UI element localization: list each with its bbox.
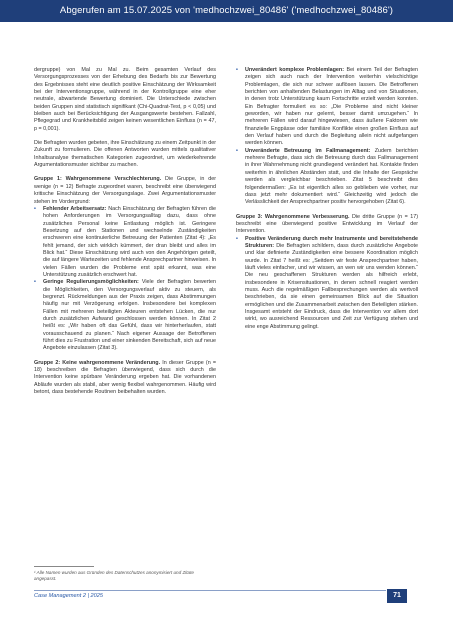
list-item-text: Bei einem Teil der Befragten zeigen sich auch nach der Intervention weiterhin vielschichtige Problemlagen, die sich nur schwer auflösen lassen. Die Betroffenen berichten von anhaltenden Belastungen im Alltag und von Situationen, in denen trotz Unterstützung kaum Fortschritte erzielt werden konnten. Ein Befragter formuliert es so: „Die Probleme sind nicht kleiner geworden, wir haben nur gelernt, besser damit umzugehen.“ In mehreren Fällen wird darauf hingewiesen, dass äußere Faktoren wie finanzielle Engpässe oder familiäre Konflikte einen großen Einfluss auf den Verlauf haben und durch die Begleitung allein nicht aufgefangen werden können.: [245, 67, 419, 147]
group1-list: [34, 206, 216, 353]
download-notice: Abgerufen am 15.07.2025 von 'medhochzwei_80486' ('medhochzwei_80486'): [59, 5, 394, 16]
bullet-icon: •: [34, 205, 36, 212]
right-column: [236, 67, 418, 338]
list-item-title: Fehlender Arbeitsersatz:: [43, 205, 107, 212]
bullet-icon: •: [236, 235, 238, 242]
list-item-title: Geringe Regulierungsmöglichkeiten:: [43, 279, 139, 286]
group3-intro: Die dritte Gruppe (n = 17) beschreibt eine überwiegend positive Entwicklung im Verlauf der Intervention.: [236, 213, 418, 235]
left-column: [34, 67, 216, 396]
bullet-icon: •: [236, 147, 238, 154]
list-item-title: Positive Veränderung durch mehr Instrumente und bereitstehende Strukturen:: [245, 235, 418, 249]
group2-block: [34, 360, 216, 397]
list-item-text: Viele der Befragten bewerten die Möglichkeiten, den Versorgungsverlauf aktiv zu steuern, als begrenzt. Rückmeldungen aus der Praxis zeigen, dass Abstimmungen häufig nur mit Verzögerung erfolgen. Insbesondere bei komplexen Fällen mit mehreren beteiligten Akteuren entstehen Lücken, die nur durch zusätzlichen Aufwand geschlossen werden können. In Zitat 2 heißt es: „Wir haben oft das Gefühl, dass wir hinterherlaufen, statt vorausschauend zu planen.“ Nach eigener Aussage der Betroffenen führt dies zu Frustration und einer sinkenden Bereitschaft, sich auf neue Angebote einzulassen (Zitat 3).: [43, 279, 216, 352]
page-number: 71: [393, 592, 401, 599]
journal-name: Case Management 2 | 2025: [34, 593, 103, 599]
method-paragraph: Die Befragten wurden gebeten, ihre Einschätzung zu einem Zeitpunkt in der Zukunft zu formulieren. Die offenen Antworten wurden mittels qualitativer Inhaltsanalyse thematischen Kategorien zugeordnet, um wiederkehrende Argumentationsmuster sichtbar zu machen.: [34, 140, 216, 169]
footnote: ¹ Alle Namen wurden aus Gründen des Datenschutzes anonymisiert und Zitate angepasst.: [34, 570, 194, 581]
group2-list: [236, 67, 418, 207]
list-item-text: Zudem berichten mehrere Befragte, dass sich die Betreuung durch das Fallmanagement in ihrer Wahrnehmung nicht grundlegend verändert hat. Kontakte finden weiterhin in ähnlichen Abständen statt, und die Inhalte der Gespräche werden als vergleichbar beschrieben. Zitat 5 beschreibt dies folgendermaßen: „Es ist eigentlich alles so geblieben wie vorher, nur dass jetzt mehr dokumentiert wird.“ Gleichzeitig wird jedoch die Verlässlichkeit der Ansprechpartner positiv hervorgehoben (Zitat 6).: [245, 147, 418, 206]
footer-divider: [34, 590, 386, 591]
bullet-icon: •: [34, 279, 36, 286]
list-item: [34, 279, 216, 352]
list-item-text: Die Befragten schildern, dass durch zusätzliche Angebote und klar definierte Zuständigkeiten eine bessere Koordination möglich wurde. In Zitat 7 heißt es: „Seitdem wir feste Ansprechpartner haben, läuft vieles einfacher, und wir wissen, an wen wir uns wenden können.“ Die neu geschaffenen Strukturen werden als hilfreich erlebt, insbesondere in Krisensituationen, in denen schnell reagiert werden muss. Auch die regelmäßigen Fallbesprechungen werden als wertvoll beschrieben, da sie einen gemeinsamen Blick auf die Situation ermöglichen und die Zusammenarbeit zwischen den Beteiligten stärken. Insgesamt entsteht der Eindruck, dass die Intervention vor allem dort wirkt, wo ausreichend Ressourcen und Zeit zur Verfügung stehen und eine enge Abstimmung gelingt.: [245, 242, 418, 330]
group1-heading: Gruppe 1: Wahrgenommene Verschlechterung.: [34, 176, 162, 183]
group1-block: [34, 176, 216, 205]
bullet-icon: •: [236, 67, 238, 73]
list-item-title: Unveränderte Betreuung im Fallmanagement:: [245, 147, 371, 154]
group3-heading: Gruppe 3: Wahrgenommene Verbesserung.: [236, 213, 350, 220]
group3-block: [236, 214, 418, 236]
list-item: [236, 236, 418, 331]
list-item: [236, 67, 418, 148]
list-item-title: Unverändert komplexe Problemlagen:: [245, 67, 345, 73]
group1-intro: Die Gruppe, in der wenige (n = 12) Befragte zugeordnet waren, beschreibt eine überwiegend kritische Einschätzung der Versorgungslage. Zwei Argumentationsmuster stehen im Vordergrund:: [34, 176, 217, 205]
list-item: [34, 206, 216, 279]
list-item: [236, 148, 418, 207]
footnote-divider: [34, 566, 94, 567]
list-item-text: Nach Einschätzung der Befragten führen die hohen Anforderungen im Versorgungsalltag dazu, dass ohne zusätzliches Personal keine Entlastung möglich ist. Geringere Besetzung auf den Stationen und wechselnde Zuständigkeiten erschweren eine kontinuierliche Betreuung der Patienten (Zitat 4): „Es fehlt jemand, der sich wirklich kümmert, der dran bleibt und alles im Blick hat.“ Diese Einschätzung wird auch von den Angehörigen geteilt, die auf längere Wartezeiten und fehlende Ansprechpartner hinweisen. In vielen Fällen wurden die Probleme erst spät erkannt, was eine Unterstützung zusätzlich erschwert hat.: [43, 205, 216, 278]
group2-text: In dieser Gruppe (n = 18) beschreiben die Befragten überwiegend, dass sich durch die Intervention keine spürbare Veränderung ergeben hat. Die vorhandenen Abläufe wurden als stabil, aber wenig flexibel wahrgenommen. Häufig wird betont, dass bestehende Routinen beibehalten wurden.: [34, 359, 216, 396]
group3-list: [236, 236, 418, 331]
group2-heading: Gruppe 2: Keine wahrgenommene Veränderung.: [34, 359, 161, 366]
intro-paragraph: dergruppe) von Mal zu Mal zu. Beim gesamten Verlauf des Versorgungsprozesses von der Erhebung des Bedarfs bis zur Bewertung des Ergebnisses steht eine deutlich positive Einschätzung der Wirksamkeit bei der Interventionsgruppe, während in der Kontrollgruppe eine eher neutrale, abwartende Bewertung dominiert. Die Unterschiede zwischen beiden Gruppen sind statistisch signifikant (Chi-Quadrat-Test, p < 0,05) und bleiben auch bei Berücksichtigung der Ausgangswerte bestehen. Fallzahl, Pflegegrad und Krankheitsbild zeigen keinen wesentlichen Einfluss (n = 47, p = 0,001).: [34, 67, 216, 132]
